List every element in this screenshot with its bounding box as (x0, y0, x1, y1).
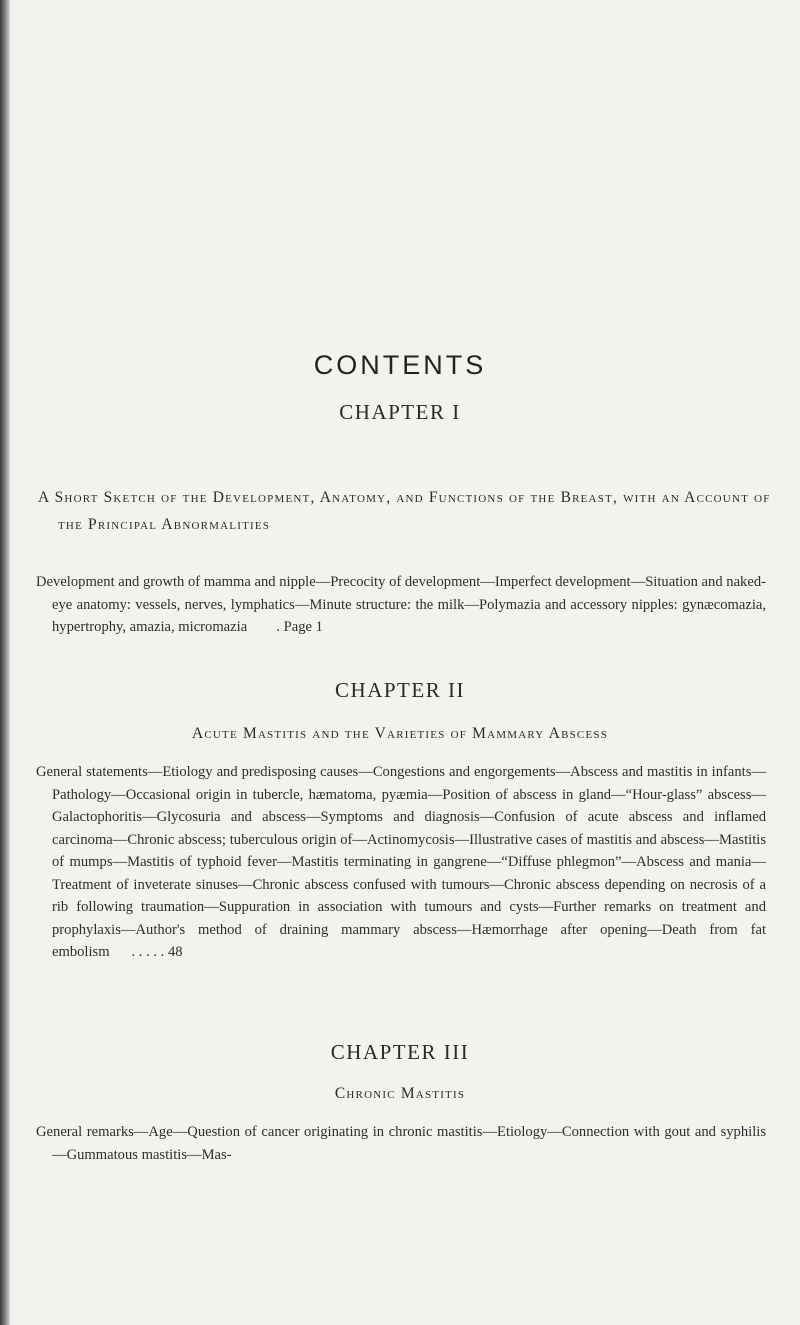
chapter-1-summary-text: Development and growth of mamma and nipple—Precocity of development—Imperfect development—Situation and naked-eye anatomy: vessels, nerves, lymphatics—Minute structure: the milk—Polymazia and accessory nipples: gynæcomazia, hypertrophy, amazia, micromazia (36, 574, 766, 635)
book-spine-edge (0, 0, 10, 1325)
chapter-2-summary (36, 761, 766, 964)
chapter-1-heading: CHAPTER I (339, 400, 461, 424)
chapter-1-page-ref: . Page 1 (276, 619, 323, 635)
chapter-1-title: A Short Sketch of the Development, Anatomy, and Functions of the Breast, with an Account of the Principal Abnormalities (38, 489, 771, 533)
chapter-3-summary (36, 1121, 766, 1166)
chapter-3-title: Chronic Mastitis (334, 1085, 466, 1102)
chapter-2-page-ref: . . . . . 48 (131, 944, 183, 960)
chapter-2-heading: CHAPTER II (335, 678, 465, 702)
chapter-3-heading: CHAPTER III (330, 1040, 470, 1064)
chapter-1-summary (36, 571, 766, 639)
chapter-3-summary-text: General remarks—Age—Question of cancer originating in chronic mastitis—Etiology—Connection with gout and syphilis—Gummatous mastitis—Mas- (36, 1124, 766, 1163)
chapter-2-title: Acute Mastitis and the Varieties of Mammary Abscess (191, 725, 609, 742)
chapter-2-summary-text: General statements—Etiology and predisposing causes—Congestions and engorgements—Abscess and mastitis in infants—Pathology—Occasional origin in tubercle, hæmatoma, pyæmia—Position of abscess in gland—“Hour-glass” abscess—Galactophoritis—Glycosuria and abscess—Symptoms and diagnosis—Confusion of acute abscess and inflamed carcinoma—Chronic abscess; tuberculous origin of—Actinomycosis—Illustrative cases of mastitis and abscess—Mastitis of mumps—Mastitis of typhoid fever—Mastitis terminating in gangrene—“Diffuse phlegmon”—Abscess and mania—Treatment of inveterate sinuses—Chronic abscess confused with tumours—Chronic abscess depending on necrosis of a rib following traumation—Suppuration in association with tumours and cysts—Further remarks on treatment and prophylaxis—Author's method of draining mammary abscess—Hæmorrhage after opening—Death from fat embolism (36, 764, 766, 960)
contents-title: CONTENTS (313, 350, 487, 380)
